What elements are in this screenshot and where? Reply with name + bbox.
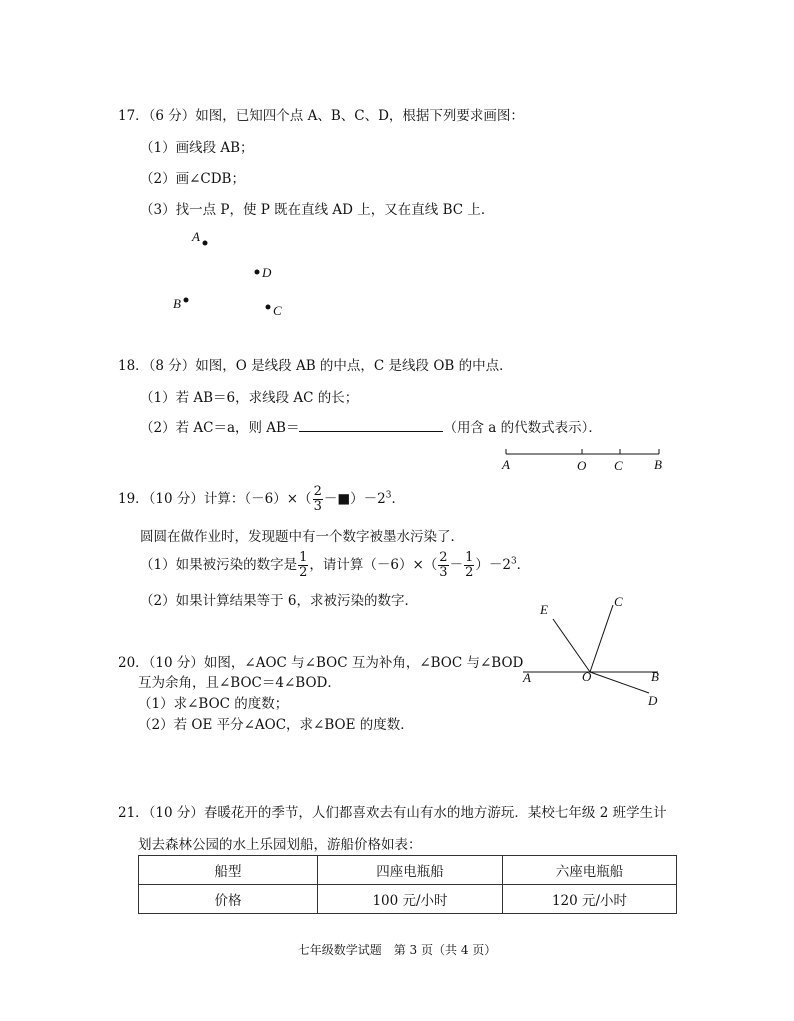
q20-angle-figure xyxy=(515,592,675,714)
q18-item-1: （1）若 AB＝6，求线段 AC 的长； xyxy=(140,390,359,406)
q17-item-3: （3）找一点 P，使 P 既在直线 AD 上，又在直线 BC 上． xyxy=(140,202,495,218)
q20-line-2: 互为余角，且∠BOC＝4∠BOD． xyxy=(138,675,341,691)
q18-item-2-prefix: （2）若 AC＝a，则 AB＝ xyxy=(140,420,300,436)
q19-item-1-end: ）－2 xyxy=(475,557,511,573)
label-a: A xyxy=(502,457,510,472)
label-c: C xyxy=(614,458,623,473)
label-e: E xyxy=(540,602,548,617)
table-cell: 价格 xyxy=(139,885,318,914)
q19-fraction-two-thirds xyxy=(313,485,323,514)
q21-line-1: 21．（10 分）春暖花开的季节，人们都喜欢去有山有水的地方游玩．某校七年级 2 班学生计 xyxy=(118,805,667,821)
q20-heading: 20．（10 分）如图，∠AOC 与∠BOC 互为补角，∠BOC 与∠BOD xyxy=(118,655,524,671)
label-d: D xyxy=(648,693,658,708)
q19-heading xyxy=(118,485,405,514)
q17-item-1: （1）画线段 AB； xyxy=(140,140,254,156)
q19-exponent: 3 xyxy=(385,490,392,501)
q19-item-1 xyxy=(140,551,530,580)
table-cell: 120 元/小时 xyxy=(503,885,677,914)
q19-item-1-dot: ． xyxy=(516,557,531,573)
q20-item-2: （2）若 OE 平分∠AOC，求∠BOE 的度数． xyxy=(138,717,414,733)
q18-item-2-suffix: （用含 a 的代数式表示）． xyxy=(443,420,602,436)
q21-line-2: 划去森林公园的水上乐园划船，游船价格如表： xyxy=(138,837,422,853)
q19-item-1-fraction-two-thirds xyxy=(438,551,448,580)
boat-price-table xyxy=(138,855,677,914)
q17-point-figure xyxy=(160,225,300,325)
label-o: O xyxy=(582,669,592,684)
table-header-row xyxy=(139,856,677,885)
ray-oe xyxy=(553,619,590,672)
q18-answer-blank xyxy=(299,419,443,432)
q19-half-denominator: 2 xyxy=(299,565,308,580)
label-b: B xyxy=(651,669,659,684)
table-row xyxy=(139,885,677,914)
page-footer: 七年级数学试题 第 3 页（共 4 页） xyxy=(297,943,497,957)
table-header-cell: 六座电瓶船 xyxy=(503,856,677,885)
q18-heading: 18．（8 分）如图，O 是线段 AB 的中点，C 是线段 OB 的中点． xyxy=(118,358,513,374)
q19-heading-end: ． xyxy=(391,491,405,507)
q20-item-1: （1）求∠BOC 的度数； xyxy=(138,696,289,712)
q19-fraction-numerator: 2 xyxy=(313,484,322,499)
q19-heading-middle: －■）－2 xyxy=(323,491,386,507)
q19-fraction-half xyxy=(298,551,308,580)
q17-item-2: （2）画∠CDB； xyxy=(140,171,245,187)
q19-item-1-frac-denominator: 3 xyxy=(439,565,448,580)
q19-item-1-middle: ，请计算（－6）×（ xyxy=(309,557,438,573)
q19-heading-prefix: 19．（10 分）计算：（－6）×（ xyxy=(118,491,312,507)
q19-fraction-denominator: 3 xyxy=(313,499,322,514)
q19-half-numerator: 1 xyxy=(299,550,308,565)
point-c-label: C xyxy=(273,303,282,318)
q19-item-1-frac-numerator: 2 xyxy=(439,550,448,565)
q19-item-1-prefix: （1）如果被污染的数字是 xyxy=(140,557,298,573)
q19-item-1-fraction-half xyxy=(464,551,474,580)
table-cell: 100 元/小时 xyxy=(318,885,503,914)
q19-item-1-half-denominator: 2 xyxy=(465,565,474,580)
point-b-dot xyxy=(184,298,189,303)
q19-item-1-half-numerator: 1 xyxy=(465,550,474,565)
q19-line-2: 圆圆在做作业时，发现题中有一个数字被墨水污染了． xyxy=(140,529,464,545)
ray-od xyxy=(590,672,649,693)
q18-segment-figure xyxy=(496,446,674,476)
ray-oc xyxy=(590,605,613,672)
q19-item-2: （2）如果计算结果等于 6，求被污染的数字． xyxy=(140,593,418,609)
table-header-cell: 四座电瓶船 xyxy=(318,856,503,885)
q18-item-2 xyxy=(140,416,602,436)
point-a-label: A xyxy=(192,229,200,244)
point-d-dot xyxy=(255,270,260,275)
point-d-label: D xyxy=(262,265,272,280)
q19-item-1-exponent: 3 xyxy=(510,556,517,567)
label-c: C xyxy=(614,594,623,609)
point-b-label: B xyxy=(173,296,181,311)
point-a-dot xyxy=(203,241,208,246)
q19-item-1-minus: － xyxy=(449,557,464,573)
table-header-cell: 船型 xyxy=(139,856,318,885)
label-o: O xyxy=(577,458,587,473)
point-c-dot xyxy=(266,305,271,310)
q17-heading: 17．（6 分）如图，已知四个点 A、B、C、D，根据下列要求画图： xyxy=(118,108,524,124)
label-b: B xyxy=(654,457,662,472)
label-a: A xyxy=(523,670,531,685)
